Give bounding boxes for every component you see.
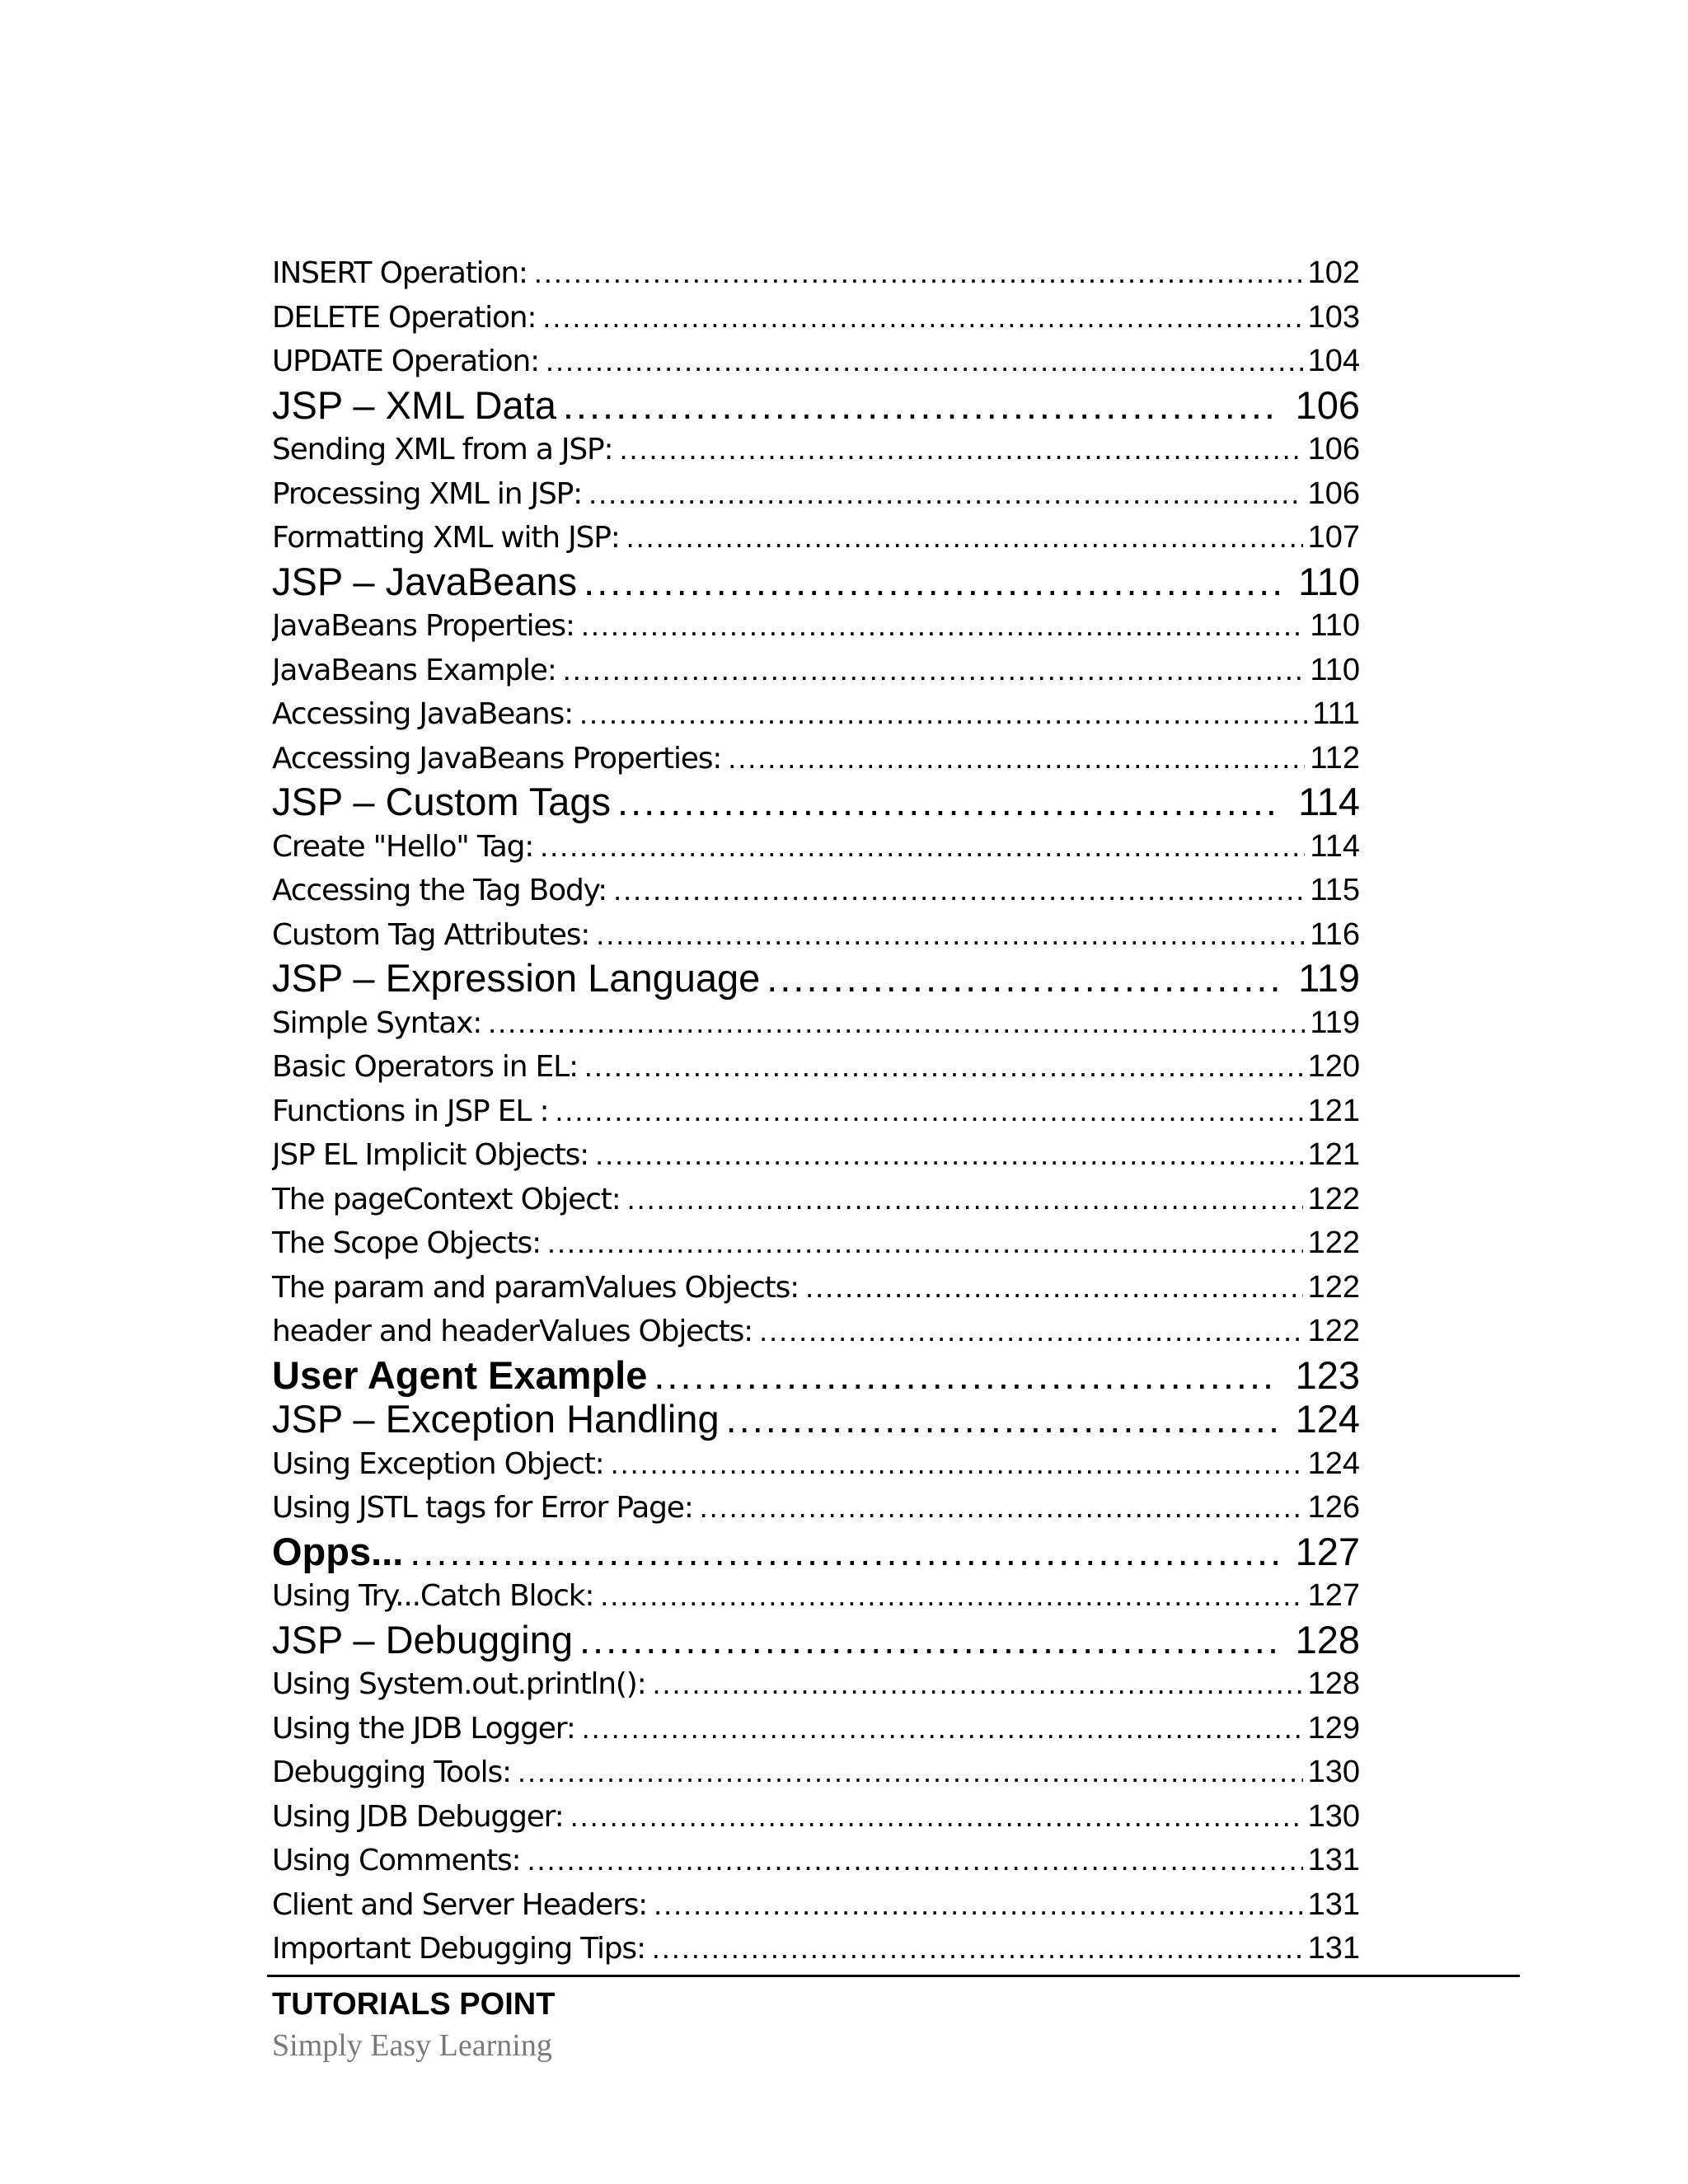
- toc-chapter-entry[interactable]: [272, 1353, 1360, 1398]
- toc-entry[interactable]: [272, 648, 1360, 692]
- toc-entry[interactable]: [272, 515, 1360, 560]
- toc-chapter-label: JSP – Expression Language: [272, 956, 761, 1000]
- toc-entry[interactable]: [272, 603, 1360, 648]
- toc-page-number: 131: [1307, 1931, 1360, 1966]
- toc-page-number: 104: [1307, 344, 1360, 378]
- toc-leader-dots: [627, 1177, 1303, 1221]
- toc-entry-label: JSP EL Implicit Objects:: [272, 1138, 589, 1172]
- toc-leader-dots: [582, 1706, 1303, 1750]
- toc-chapter-label: User Agent Example: [272, 1352, 648, 1397]
- toc-page-number: 122: [1307, 1314, 1360, 1348]
- toc-page-number: 122: [1307, 1181, 1360, 1216]
- toc-entry-label: Functions in JSP EL :: [272, 1094, 549, 1128]
- toc-leader-dots: [728, 736, 1305, 780]
- toc-leader-dots: [700, 1485, 1303, 1530]
- toc-entry[interactable]: [272, 1838, 1360, 1882]
- toc-entry[interactable]: [272, 295, 1360, 340]
- toc-page-number: 106: [1307, 476, 1360, 511]
- footer-divider: [267, 1975, 1520, 1977]
- toc-entry[interactable]: [272, 912, 1360, 957]
- toc-page-number: 123: [1295, 1352, 1360, 1397]
- toc-leader-dots: [540, 824, 1305, 869]
- toc-entry[interactable]: [272, 1221, 1360, 1265]
- footer-brand: TUTORIALS POINT: [272, 1987, 556, 2022]
- toc-chapter-label: Opps...: [272, 1529, 404, 1573]
- toc-entry[interactable]: [272, 471, 1360, 516]
- toc-entry-label: Accessing the Tag Body:: [272, 874, 607, 907]
- toc-entry-label: Using Comments:: [272, 1844, 521, 1877]
- table-of-contents: [272, 251, 1360, 1971]
- toc-page-number: 107: [1307, 520, 1360, 555]
- toc-page-number: 129: [1307, 1710, 1360, 1746]
- toc-page-number: 110: [1310, 652, 1360, 687]
- toc-chapter-entry[interactable]: [272, 956, 1360, 1001]
- toc-page-number: 124: [1307, 1446, 1360, 1481]
- toc-leader-dots: [726, 1397, 1279, 1441]
- toc-leader-dots: [654, 1353, 1278, 1398]
- toc-entry[interactable]: [272, 1441, 1360, 1486]
- toc-entry[interactable]: [272, 824, 1360, 869]
- toc-entry[interactable]: [272, 1001, 1360, 1045]
- toc-entry-label: Using System.out.println():: [272, 1667, 646, 1701]
- toc-page-number: 103: [1307, 299, 1360, 335]
- toc-page-number: 119: [1310, 1005, 1360, 1040]
- toc-leader-dots: [619, 427, 1302, 471]
- toc-entry-label: Create "Hello" Tag:: [272, 829, 534, 864]
- toc-entry-label: DELETE Operation:: [272, 300, 537, 335]
- toc-entry-label: UPDATE Operation:: [272, 344, 540, 378]
- toc-leader-dots: [542, 295, 1302, 340]
- toc-entry[interactable]: [272, 1309, 1360, 1353]
- toc-entry-label: Using JDB Debugger:: [272, 1799, 564, 1834]
- toc-entry[interactable]: [272, 1573, 1360, 1618]
- toc-page-number: 110: [1310, 608, 1360, 643]
- toc-leader-dots: [767, 956, 1282, 1001]
- toc-page-number: 130: [1307, 1755, 1360, 1789]
- toc-entry[interactable]: [272, 427, 1360, 471]
- toc-chapter-label: JSP – Debugging: [272, 1617, 573, 1661]
- toc-entry-label: Using Exception Object:: [272, 1446, 604, 1481]
- toc-leader-dots: [600, 1573, 1302, 1618]
- toc-entry[interactable]: [272, 339, 1360, 383]
- toc-page-number: 127: [1307, 1578, 1360, 1613]
- toc-chapter-label: JSP – Exception Handling: [272, 1397, 720, 1441]
- toc-leader-dots: [563, 383, 1279, 428]
- toc-page-number: 110: [1298, 559, 1360, 603]
- toc-entry[interactable]: [272, 691, 1360, 736]
- toc-entry-label: header and headerValues Objects:: [272, 1315, 753, 1348]
- toc-page-number: 102: [1307, 255, 1360, 290]
- toc-leader-dots: [759, 1309, 1303, 1353]
- toc-entry[interactable]: [272, 1265, 1360, 1310]
- toc-leader-dots: [579, 1618, 1279, 1662]
- toc-entry[interactable]: [272, 1089, 1360, 1133]
- toc-leader-dots: [410, 1530, 1278, 1574]
- toc-leader-dots: [588, 471, 1303, 516]
- toc-entry[interactable]: [272, 868, 1360, 912]
- toc-page-number: 121: [1307, 1093, 1360, 1128]
- toc-entry-label: INSERT Operation:: [272, 256, 528, 290]
- toc-leader-dots: [563, 648, 1306, 692]
- toc-chapter-label: JSP – Custom Tags: [272, 780, 612, 823]
- toc-leader-dots: [547, 1221, 1303, 1265]
- toc-page-number: 124: [1295, 1397, 1360, 1441]
- toc-entry-label: JavaBeans Example:: [272, 653, 556, 687]
- toc-page-number: 126: [1307, 1490, 1360, 1525]
- toc-page-number: 130: [1307, 1798, 1360, 1834]
- toc-entry-label: Client and Server Headers:: [272, 1887, 648, 1922]
- toc-page-number: 114: [1310, 828, 1360, 864]
- toc-chapter-label: JSP – XML Data: [272, 382, 556, 427]
- toc-leader-dots: [518, 1750, 1303, 1794]
- toc-page-number: 114: [1298, 780, 1360, 823]
- toc-page-number: 106: [1307, 432, 1360, 466]
- toc-page-number: 111: [1312, 696, 1360, 731]
- toc-page-number: 121: [1307, 1137, 1360, 1172]
- toc-chapter-entry[interactable]: [272, 780, 1360, 824]
- toc-page-number: 116: [1310, 916, 1360, 952]
- footer-tagline: Simply Easy Learning: [272, 2028, 552, 2063]
- toc-leader-dots: [654, 1882, 1302, 1927]
- toc-page-number: 115: [1310, 873, 1360, 907]
- toc-entry-label: Using JSTL tags for Error Page:: [272, 1491, 693, 1525]
- toc-chapter-entry[interactable]: [272, 383, 1360, 428]
- toc-page-number: 131: [1307, 1886, 1360, 1922]
- toc-entry[interactable]: [272, 251, 1360, 295]
- toc-leader-dots: [534, 251, 1303, 295]
- toc-page-number: 120: [1307, 1049, 1360, 1084]
- toc-leader-dots: [527, 1838, 1302, 1882]
- toc-leader-dots: [595, 1132, 1303, 1177]
- toc-entry[interactable]: [272, 1044, 1360, 1089]
- toc-chapter-label: JSP – JavaBeans: [272, 559, 578, 603]
- toc-page-number: 119: [1298, 956, 1360, 1000]
- toc-page-number: 112: [1310, 740, 1360, 776]
- toc-leader-dots: [653, 1661, 1303, 1706]
- toc-entry[interactable]: [272, 1882, 1360, 1927]
- toc-entry-label: The pageContext Object:: [272, 1182, 621, 1216]
- toc-entry-label: Sending XML from a JSP:: [272, 433, 613, 466]
- toc-leader-dots: [555, 1089, 1302, 1133]
- toc-leader-dots: [611, 1441, 1303, 1486]
- toc-leader-dots: [546, 339, 1303, 383]
- toc-entry-label: Using Try...Catch Block:: [272, 1579, 594, 1613]
- toc-leader-dots: [581, 603, 1306, 648]
- toc-leader-dots: [626, 515, 1303, 560]
- toc-entry-label: The Scope Objects:: [272, 1226, 542, 1260]
- toc-leader-dots: [652, 1926, 1303, 1971]
- toc-page-number: 122: [1307, 1226, 1360, 1260]
- toc-entry[interactable]: [272, 1926, 1360, 1971]
- toc-page-number: 131: [1307, 1843, 1360, 1877]
- toc-entry[interactable]: [272, 1177, 1360, 1221]
- toc-entry[interactable]: [272, 1132, 1360, 1177]
- toc-entry[interactable]: [272, 1706, 1360, 1750]
- toc-leader-dots: [596, 912, 1305, 957]
- toc-entry-label: JavaBeans Properties:: [272, 609, 574, 643]
- toc-entry-label: Formatting XML with JSP:: [272, 521, 620, 555]
- toc-entry-label: Custom Tag Attributes:: [272, 917, 590, 952]
- toc-page-number: 122: [1307, 1269, 1360, 1305]
- toc-page-number: 106: [1295, 382, 1360, 427]
- toc-entry[interactable]: [272, 736, 1360, 780]
- toc-entry-label: The param and paramValues Objects:: [272, 1270, 799, 1305]
- toc-entry-label: Basic Operators in EL:: [272, 1050, 578, 1084]
- toc-page-number: 128: [1295, 1617, 1360, 1661]
- toc-page-number: 128: [1307, 1666, 1360, 1701]
- toc-entry[interactable]: [272, 1485, 1360, 1530]
- toc-entry-label: Important Debugging Tips:: [272, 1932, 645, 1966]
- toc-leader-dots: [584, 560, 1282, 604]
- toc-page-number: 127: [1295, 1529, 1360, 1573]
- toc-entry-label: Debugging Tools:: [272, 1755, 511, 1789]
- toc-chapter-entry[interactable]: [272, 1618, 1360, 1662]
- toc-entry-label: Simple Syntax:: [272, 1005, 482, 1040]
- toc-leader-dots: [613, 868, 1305, 912]
- toc-leader-dots: [488, 1001, 1305, 1045]
- toc-entry-label: Processing XML in JSP:: [272, 476, 583, 511]
- toc-leader-dots: [579, 691, 1307, 736]
- toc-chapter-entry[interactable]: [272, 1397, 1360, 1441]
- toc-leader-dots: [805, 1265, 1303, 1310]
- toc-chapter-entry[interactable]: [272, 560, 1360, 604]
- toc-leader-dots: [584, 1044, 1303, 1089]
- toc-entry-label: Accessing JavaBeans:: [272, 697, 574, 731]
- toc-entry[interactable]: [272, 1794, 1360, 1839]
- toc-chapter-entry[interactable]: [272, 1530, 1360, 1574]
- toc-entry[interactable]: [272, 1661, 1360, 1706]
- toc-entry-label: Using the JDB Logger:: [272, 1711, 575, 1746]
- toc-entry-label: Accessing JavaBeans Properties:: [272, 741, 722, 776]
- toc-entry[interactable]: [272, 1750, 1360, 1794]
- toc-leader-dots: [570, 1794, 1303, 1839]
- toc-leader-dots: [617, 780, 1282, 824]
